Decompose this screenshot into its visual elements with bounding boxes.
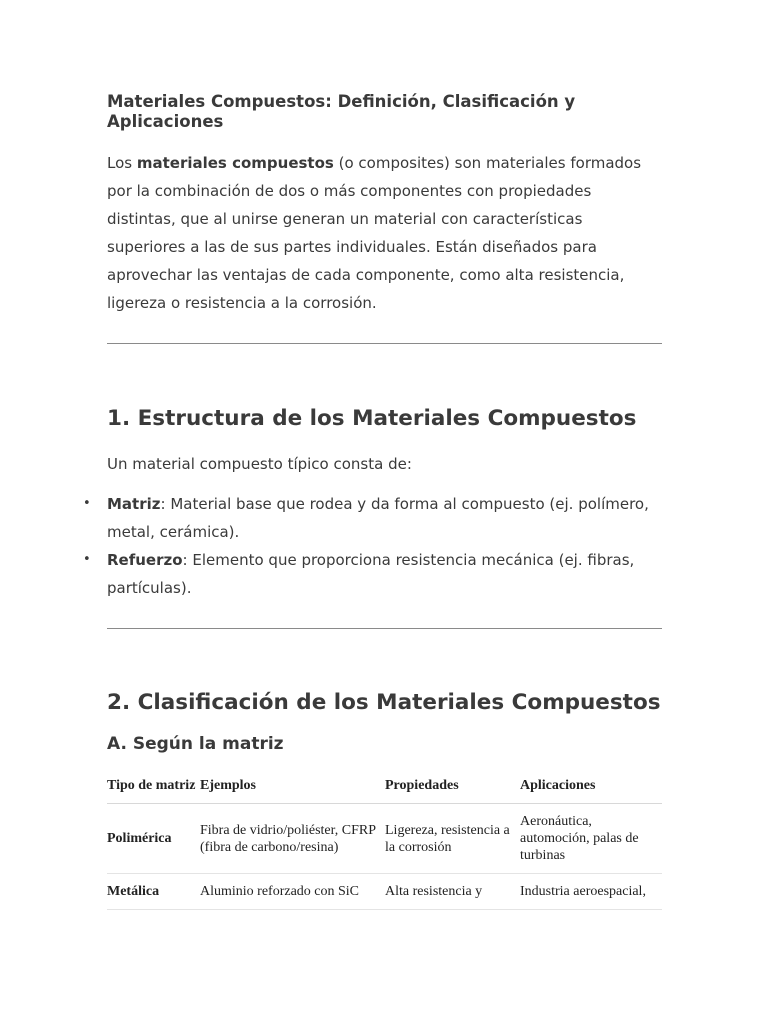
table-header-row xyxy=(107,768,662,804)
column-header: Tipo de matriz xyxy=(107,768,200,804)
table-cell: Aeronáutica, automoción, palas de turbinas xyxy=(520,804,662,874)
table-row xyxy=(107,874,662,910)
section1-lead: Un material compuesto típico consta de: xyxy=(107,455,412,473)
table-cell: Metálica xyxy=(107,874,200,910)
table-cell: Fibra de vidrio/poliéster, CFRP (fibra de carbono/resina) xyxy=(200,804,385,874)
table-cell: Alta resistencia y xyxy=(385,874,520,910)
list-item-matriz xyxy=(83,490,662,546)
section1-heading: 1. Estructura de los Materiales Compuestos xyxy=(107,406,637,431)
column-header: Ejemplos xyxy=(200,768,385,804)
bullet-text: : Material base que rodea y da forma al compuesto (ej. polímero, metal, cerámica). xyxy=(107,495,649,541)
list-item-refuerzo xyxy=(83,546,662,602)
section2-heading: 2. Clasificación de los Materiales Compuestos xyxy=(107,690,661,715)
intro-prefix: Los xyxy=(107,154,137,172)
table-row xyxy=(107,804,662,874)
bullet-term: Matriz xyxy=(107,495,161,513)
bullet-icon: • xyxy=(83,496,91,511)
document-title: Materiales Compuestos: Definición, Clasificación y Aplicaciones xyxy=(107,92,576,131)
table-cell: Ligereza, resistencia a la corrosión xyxy=(385,804,520,874)
structure-list xyxy=(83,490,662,602)
divider-1 xyxy=(107,343,662,344)
bullet-text: : Elemento que proporciona resistencia mecánica (ej. fibras, partículas). xyxy=(107,551,635,597)
intro-paragraph xyxy=(107,149,662,317)
table-cell: Industria aeroespacial, xyxy=(520,874,662,910)
divider-2 xyxy=(107,628,662,629)
bullet-icon: • xyxy=(83,552,91,567)
bullet-term: Refuerzo xyxy=(107,551,183,569)
section2-subheading: A. Según la matriz xyxy=(107,734,284,754)
matrix-classification-table xyxy=(107,768,662,910)
intro-suffix: (o composites) son materiales formados por la combinación de dos o más componentes con propiedades distintas, que al unirse generan un material con características superiores a las de sus partes individuales. Están diseñados para aprovechar las ventajas de cada componente, como alta resistencia, ligereza o resistencia a la corrosión. xyxy=(107,154,642,312)
table-cell: Polimérica xyxy=(107,804,200,874)
table-cell: Aluminio reforzado con SiC xyxy=(200,874,385,910)
column-header: Propiedades xyxy=(385,768,520,804)
column-header: Aplicaciones xyxy=(520,768,662,804)
intro-bold-term: materiales compuestos xyxy=(136,154,334,172)
